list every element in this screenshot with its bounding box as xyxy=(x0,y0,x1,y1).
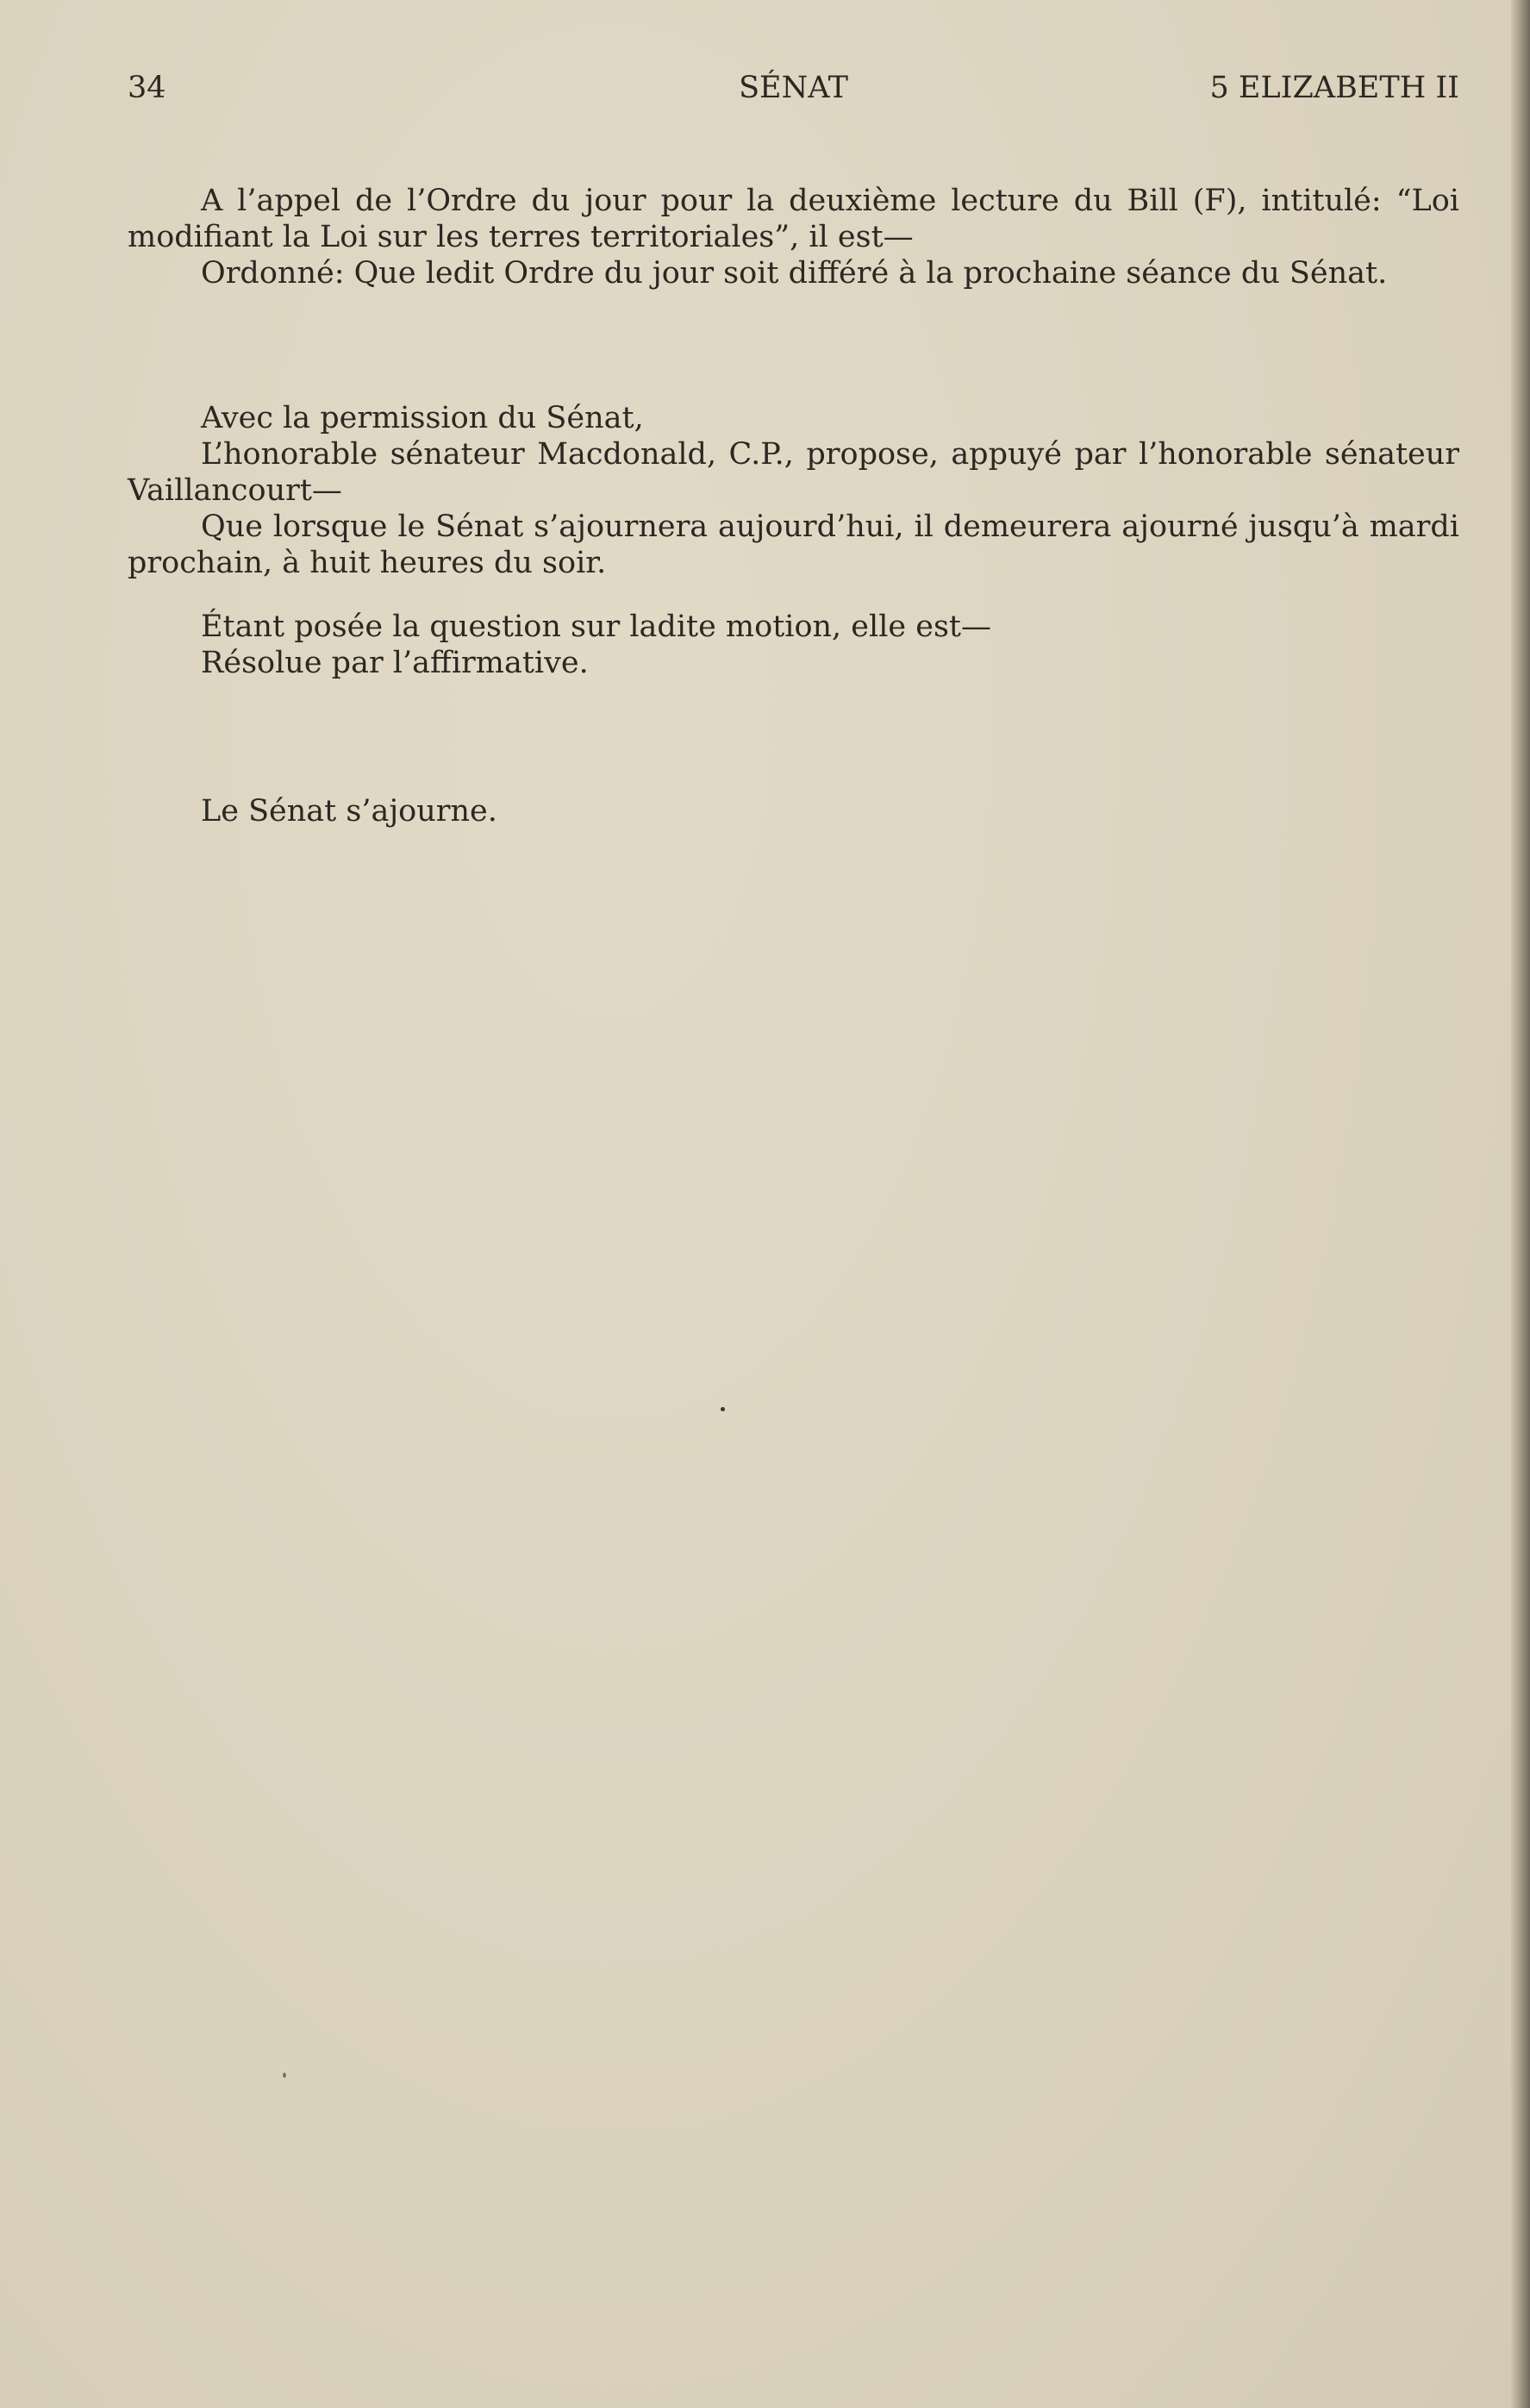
header-title: SÉNAT xyxy=(739,71,848,105)
paper-speck xyxy=(721,1407,725,1411)
page-header xyxy=(128,71,1459,114)
page-number: 34 xyxy=(128,71,166,105)
page-edge-shadow xyxy=(1511,0,1530,2408)
paragraph-motion-proposed: L’honorable sénateur Macdonald, C.P., propose, appuyé par l’honorable sénateur Vaillancourt— xyxy=(128,437,1459,508)
section-adjourns xyxy=(128,793,1459,829)
paragraph-resolved: Résolue par l’affirmative. xyxy=(201,646,589,680)
header-reign: 5 ELIZABETH II xyxy=(1209,71,1459,105)
paragraph-with-leave: Avec la permission du Sénat, xyxy=(201,401,644,435)
paragraph-motion-text: Que lorsque le Sénat s’ajournera aujourd’hui, il demeurera ajourné jusqu’à mardi prochain, à huit heures du soir. xyxy=(128,510,1459,580)
section-adjournment-motion xyxy=(128,400,1459,581)
paragraph-ordered-deferred: Ordonné: Que ledit Ordre du jour soit différé à la prochaine séance du Sénat. xyxy=(201,256,1388,291)
paper-speck xyxy=(283,2073,286,2078)
paragraph-question-put: Étant posée la question sur ladite motion, elle est— xyxy=(201,610,991,644)
section-bill-f xyxy=(128,183,1459,291)
paragraph-bill-f-reading: A l’appel de l’Ordre du jour pour la deuxième lecture du Bill (F), intitulé: “Loi modifiant la Loi sur les terres territoriales”, il est— xyxy=(128,184,1459,254)
paragraph-senate-adjourns: Le Sénat s’ajourne. xyxy=(201,794,497,829)
section-question-put xyxy=(128,609,1459,681)
